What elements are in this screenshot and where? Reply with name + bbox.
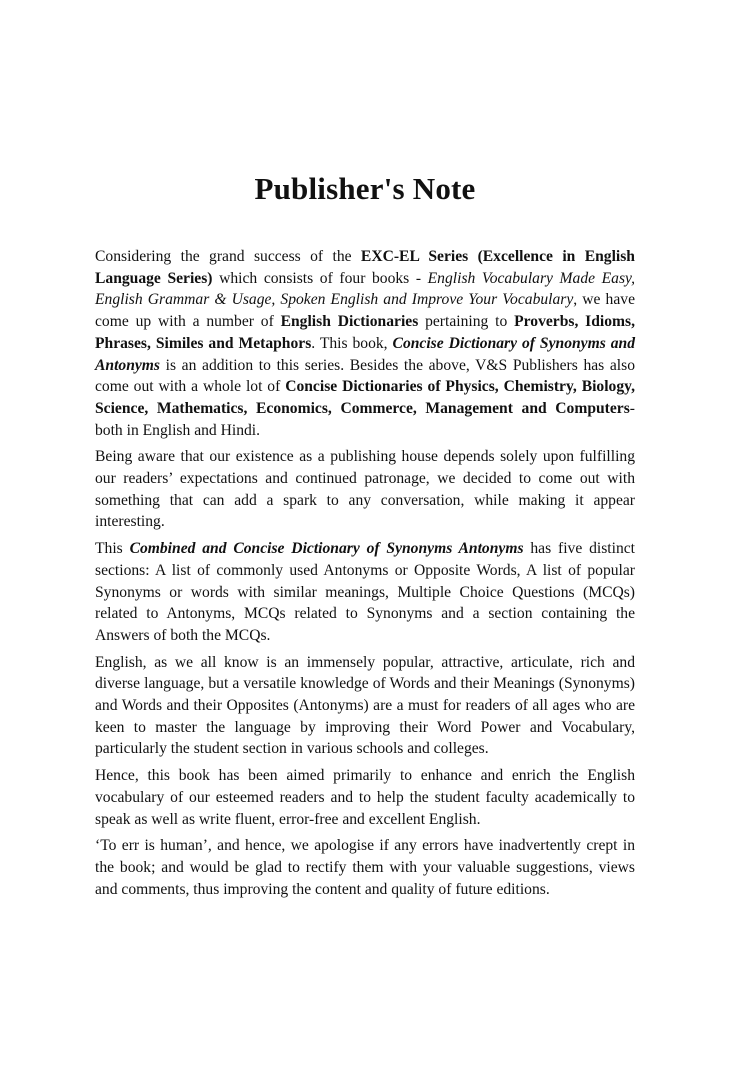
text-run: This <box>95 540 130 558</box>
page-title: Publisher's Note <box>254 171 476 206</box>
book-title-italic: Concise Dictionary of Synonyms and Antonyms <box>95 334 635 374</box>
text-run: , we have come up with a number of <box>95 291 635 331</box>
text-run: English, as we all know is an immensely popular, attractive, articulate, rich and diverse language, but a versatile knowledge of Words and their Meanings (Synonyms) and Words and their Opposites (Antonyms) are a must for readers of all ages who are keen to master the language by improving their Word Power and Vocabulary, particularly the student section in various schools and colleges. <box>95 653 635 758</box>
text-run-italic: English Vocabulary Made Easy, English Grammar & Usage, Spoken English and Improve Your Vocabulary <box>95 269 635 309</box>
text-run-bold: EXC-EL Series (Excellence in English Language Series) <box>95 248 635 287</box>
text-run-bold: English Dictionaries <box>280 313 419 331</box>
text-run: - both in English and Hindi. <box>95 399 635 439</box>
text-run: has five distinct sections: A list of commonly used Antonyms or Opposite Words, A list of popular Synonyms or words with similar meanings, Multiple Choice Questions (MCQs) related to Antonyms, MCQs related to Synonyms and a section containing the Answers of both the MCQs. <box>95 540 635 644</box>
text-run: ‘To err is human’, and hence, we apologise if any errors have inadvertently crept in the book; and would be glad to rectify them with your valuable suggestions, views and comments, thus improving the content and quality of future editions. <box>95 837 635 898</box>
book-title-italic: Combined and Concise Dictionary of Synonyms Antonyms <box>129 540 524 558</box>
paragraph-publishing-house <box>95 446 635 533</box>
text-run-bold-italic <box>130 540 524 557</box>
paragraph-english-language <box>95 652 635 761</box>
text-run: which consists of four books - <box>212 269 428 287</box>
text-run: Considering the grand success of the <box>95 248 361 265</box>
text-run: is an addition to this series. Besides the above, V&S Publishers has also come out with a whole lot of <box>95 356 635 396</box>
text-run: pertaining to <box>418 313 515 331</box>
text-run: Being aware that our existence as a publishing house depends solely upon fulfilling our readers’ expectations and continued patronage, we decided to come out with something that can add a spark to any conversation, while making it appear interesting. <box>95 448 635 531</box>
text-run-bold: Concise Dictionaries of Physics, Chemistry, Biology, Science, Mathematics, Economics, Commerce, Management and Computers <box>95 378 635 417</box>
text-run: . This book, <box>311 334 393 352</box>
text-run-bold: Proverbs, Idioms, Phrases, Similes and Metaphors <box>95 313 636 352</box>
document-page <box>95 168 635 905</box>
text-run: Hence, this book has been aimed primarily to enhance and enrich the English vocabulary of our esteemed readers and to help the student faculty academically to speak as well as write fluent, error-free and excellent English. <box>95 767 635 828</box>
paragraph-series-intro <box>95 246 635 441</box>
paragraph-apology <box>95 835 635 900</box>
paragraph-book-sections <box>95 538 635 647</box>
paragraph-book-aim <box>95 765 635 830</box>
